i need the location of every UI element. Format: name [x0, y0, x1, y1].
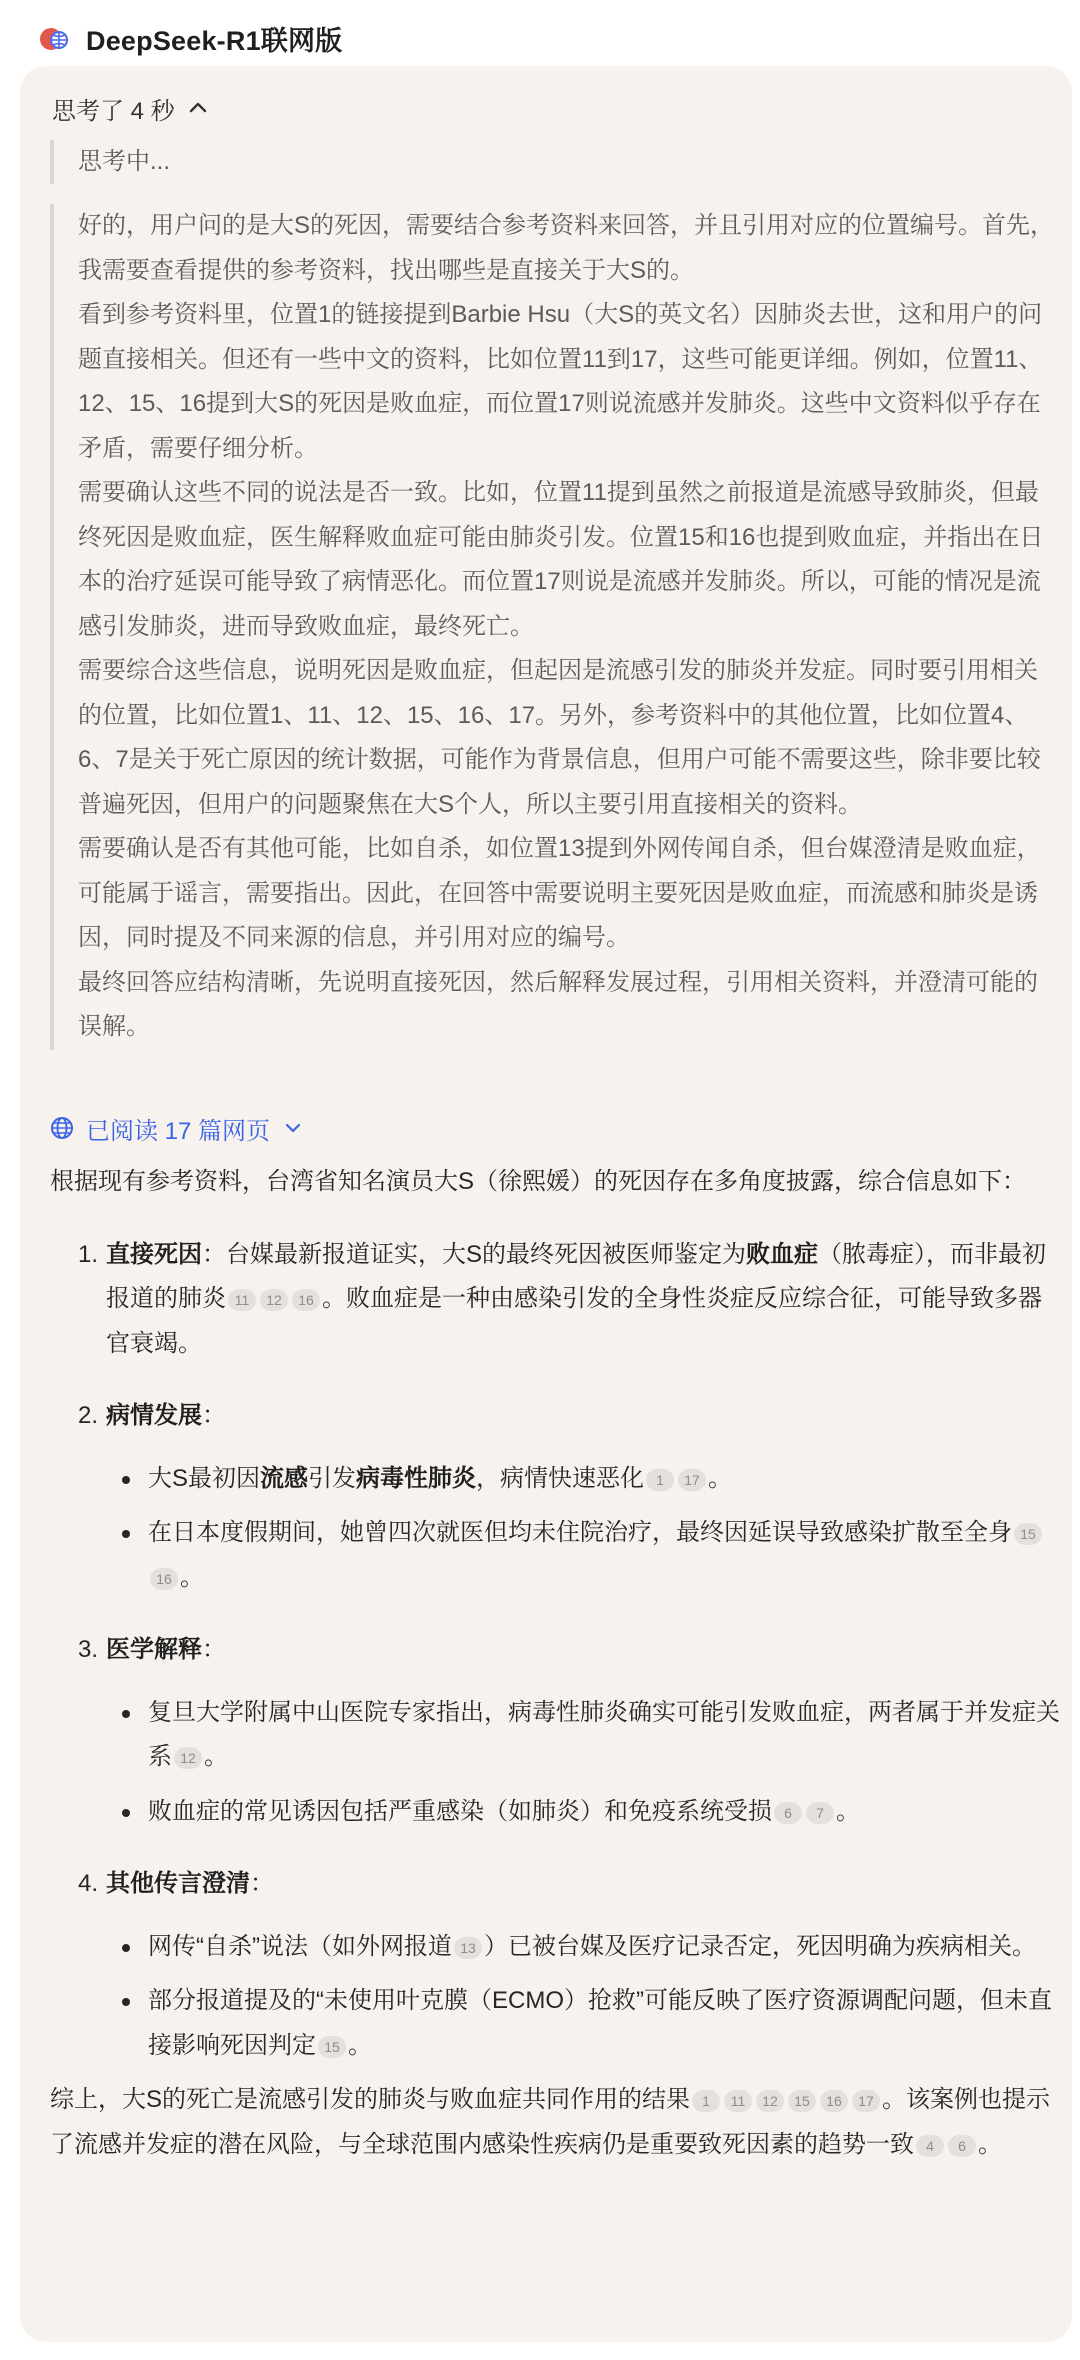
conclusion-text: 综上，大S的死亡是流感引发的肺炎与败血症共同作用的结果	[50, 2086, 691, 2113]
citation-badge[interactable]: 6	[948, 2135, 976, 2157]
citation-badge[interactable]: 11	[724, 2090, 752, 2112]
section-colon: ：	[202, 1636, 226, 1663]
bullet-text: 。	[204, 1743, 228, 1770]
thinking-toggle[interactable]	[52, 86, 209, 130]
citation-badge[interactable]: 15	[1014, 1523, 1042, 1545]
thinking-content	[50, 204, 1058, 1050]
chevron-down-icon	[282, 1117, 304, 1139]
web-sources-toggle[interactable]	[50, 1106, 304, 1150]
bullet-text: 。	[708, 1464, 733, 1492]
citation-badge[interactable]: 13	[454, 1937, 482, 1959]
thinking-status: 思考中...	[50, 140, 1038, 184]
answer-intro: 根据现有参考资料，台湾省知名演员大S（徐熙媛）的死因存在多角度披露，综合信息如下：	[50, 1168, 1027, 1195]
bullet-bold-term: 病毒性肺炎	[356, 1464, 477, 1492]
bullet-text: 。	[180, 1563, 204, 1591]
section-number: 3.	[77, 1636, 98, 1663]
bullet-dot	[50, 1790, 148, 1835]
thinking-paragraph: 需要确认这些不同的说法是否一致。比如，位置11提到虽然之前报道是流感导致肺炎，但最终死因是败血症，医生解释败血症可能由肺炎引发。位置15和16也提到败血症，并指出在日本的治疗延误可能导致了病情恶化。而位置17则说是流感并发肺炎。所以，可能的情况是流感引发肺炎，进而导致败血症，最终死亡。	[78, 479, 1044, 640]
app-title: DeepSeek-R1联网版	[86, 25, 343, 56]
citation-badge[interactable]: 15	[788, 2090, 816, 2112]
bullet-text: ）已被台媒及医疗记录否定，死因明确为疾病相关。	[483, 1932, 1036, 1960]
citation-badge[interactable]: 7	[806, 1802, 834, 1824]
deepseek-logo-icon	[38, 22, 70, 54]
bullet-text: 部分报道提及的“未使用叶克膜（ECMO）抢救”可能反映了医疗资源调配问题，但未直接影响死因判定	[148, 1987, 1052, 2059]
section-text: 。败血症是一种由感染引发的全身性炎症反应综合征，可能导致多器官衰竭。	[106, 1285, 1042, 1357]
citation-badge[interactable]: 6	[774, 1802, 802, 1824]
citation-badge[interactable]: 12	[260, 1289, 288, 1311]
citation-badge[interactable]: 15	[318, 2036, 346, 2058]
thinking-paragraph: 最终回答应结构清晰，先说明直接死因，然后解释发展过程，引用相关资料，并澄清可能的误解。	[78, 968, 1038, 1040]
web-sources-label: 已阅读 17 篇网页	[86, 1117, 271, 1145]
answer-section-progression	[50, 1394, 1060, 1600]
citation-badge[interactable]: 16	[820, 2090, 848, 2112]
citation-badge[interactable]: 1	[646, 1469, 674, 1491]
bullet-text: 复旦大学附属中山医院专家指出，病毒性肺炎确实可能引发败血症，两者属于并发症关系	[148, 1698, 1060, 1770]
list-item	[50, 1457, 1060, 1502]
bullet-text: 在日本度假期间，她曾四次就医但均未住院治疗，最终因延误导致感染扩散至全身	[148, 1519, 1012, 1546]
bullet-dot	[50, 1691, 148, 1780]
citation-badge[interactable]: 12	[756, 2090, 784, 2112]
section-colon: ：	[202, 1402, 226, 1429]
section-title: 直接死因	[106, 1240, 202, 1268]
section-title: 医学解释	[106, 1636, 202, 1663]
bullet-dot	[50, 1979, 148, 2068]
thinking-paragraph: 看到参考资料里，位置1的链接提到Barbie Hsu（大S的英文名）因肺炎去世，这和用户的问题直接相关。但还有一些中文的资料，比如位置11到17，这些可能更详细。例如，位置11、12、15、16提到大S的死因是败血症，而位置17则说流感并发肺炎。这些中文资料似乎存在矛盾，需要仔细分析。	[78, 301, 1043, 462]
section-bold-term: 败血症	[746, 1240, 819, 1268]
conclusion-text: 。该案例也提示了流感并发症的潜在风险，与全球范围内感染性疾病仍是重要致死因素的趋势一致	[50, 2086, 1051, 2158]
answer-section-medical	[50, 1628, 1060, 1834]
bullet-text: 。	[836, 1797, 860, 1825]
citation-badge[interactable]: 4	[916, 2135, 944, 2157]
conclusion-text: 。	[978, 2130, 1002, 2158]
bullet-text: ，病情快速恶化	[476, 1464, 645, 1492]
globe-icon	[50, 1116, 74, 1140]
list-item	[50, 1511, 1060, 1600]
bullet-bold-term: 流感	[260, 1464, 309, 1492]
thinking-paragraph: 好的，用户问的是大S的死因，需要结合参考资料来回答，并且引用对应的位置编号。首先，我需要查看提供的参考资料，找出哪些是直接关于大S的。	[78, 212, 1055, 284]
thinking-toggle-label: 思考了 4 秒	[52, 97, 175, 125]
bullet-dot	[50, 1511, 148, 1600]
section-title: 其他传言澄清	[106, 1870, 250, 1897]
bullet-text: 网传“自杀”说法（如外网报道	[148, 1932, 452, 1960]
response-card	[20, 66, 1072, 2342]
answer-section-direct-cause	[50, 1233, 1060, 1367]
citation-badge[interactable]: 12	[174, 1747, 202, 1769]
section-number: 4.	[77, 1870, 98, 1897]
list-item	[50, 1691, 1060, 1780]
section-title: 病情发展	[106, 1402, 202, 1429]
section-colon: ：	[202, 1240, 226, 1268]
bullet-dot	[50, 1925, 148, 1970]
chevron-up-icon	[187, 97, 209, 119]
list-item	[50, 1790, 1060, 1835]
citation-badge[interactable]: 16	[150, 1568, 178, 1590]
answer-content	[50, 1160, 1060, 2167]
citation-badge[interactable]: 17	[852, 2090, 880, 2112]
citation-badge[interactable]: 17	[678, 1469, 706, 1491]
bullet-text: 。	[348, 2031, 372, 2059]
citation-badge[interactable]: 11	[228, 1289, 256, 1311]
bullet-text: 败血症的常见诱因包括严重感染（如肺炎）和免疫系统受损	[148, 1797, 772, 1825]
bullet-dot	[50, 1457, 148, 1502]
thinking-paragraph: 需要综合这些信息，说明死因是败血症，但起因是流感引发的肺炎并发症。同时要引用相关的位置，比如位置1、11、12、15、16、17。另外，参考资料中的其他位置，比如位置4、6、7是关于死亡原因的统计数据，可能作为背景信息，但用户可能不需要这些，除非要比较普遍死因，但用户的问题聚焦在大S个人，所以主要引用直接相关的资料。	[78, 657, 1041, 818]
list-item	[50, 1979, 1060, 2068]
bullet-text: 引发	[308, 1464, 357, 1492]
section-number: 1.	[77, 1240, 98, 1268]
list-item	[50, 1925, 1060, 1970]
section-text: （脓毒症），而非最初报道的肺炎	[106, 1240, 1047, 1312]
section-colon: ：	[250, 1870, 274, 1897]
chat-header	[38, 18, 342, 58]
answer-conclusion	[50, 2078, 1060, 2167]
section-number: 2.	[77, 1402, 98, 1429]
section-text: 台媒最新报道证实，大S的最终死因被医师鉴定为	[226, 1240, 747, 1268]
bullet-text: 大S最初因	[148, 1464, 261, 1492]
thinking-paragraph: 需要确认是否有其他可能，比如自杀，如位置13提到外网传闻自杀，但台媒澄清是败血症，可能属于谣言，需要指出。因此，在回答中需要说明主要死因是败血症，而流感和肺炎是诱因，同时提及不同来源的信息，并引用对应的编号。	[78, 835, 1041, 951]
answer-section-rumors	[50, 1862, 1060, 2068]
citation-badge[interactable]: 1	[692, 2090, 720, 2112]
citation-badge[interactable]: 16	[292, 1289, 320, 1311]
